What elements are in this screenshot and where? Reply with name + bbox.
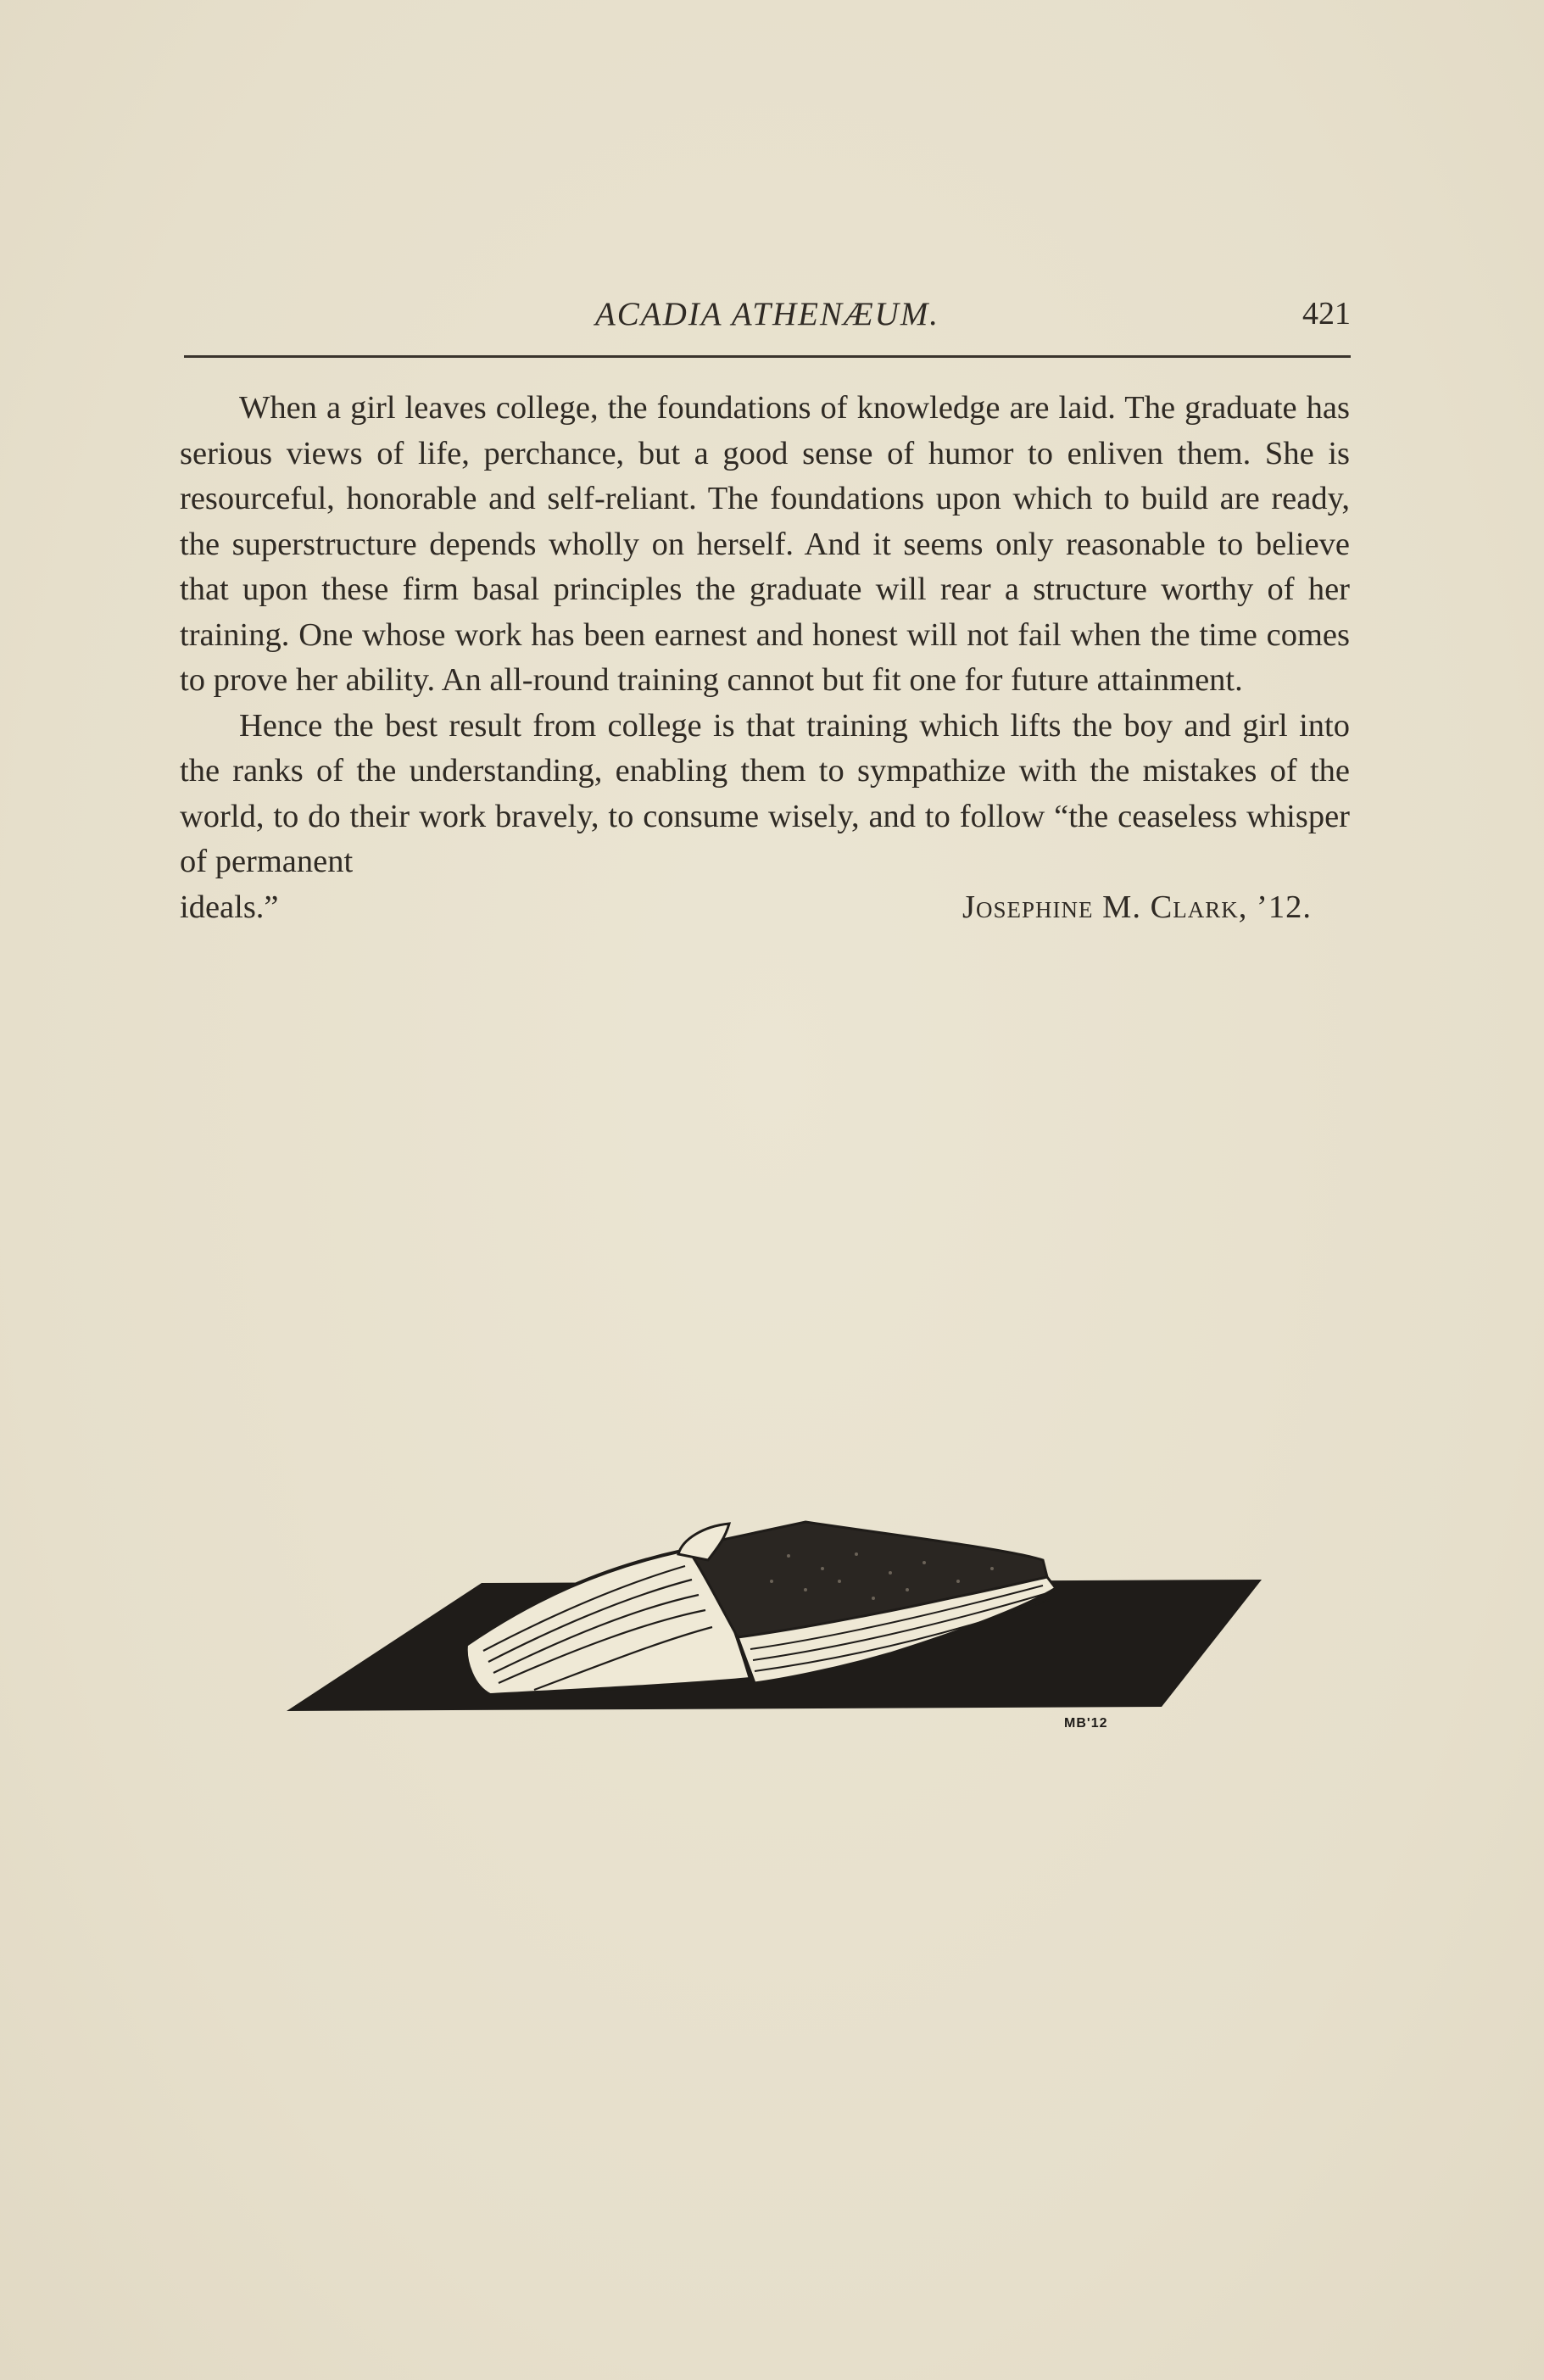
author-signature: Josephine M. Clark, ’12. bbox=[962, 889, 1312, 925]
engraver-mark: MB'12 bbox=[1064, 1716, 1108, 1731]
running-header bbox=[184, 295, 1351, 346]
paragraph-2: Hence the best result from college is that training which lifts the boy and girl into the ranks of the understanding, enabling them to sympathize with the mistakes of the world, to do their work bravely, to consume wisely, and to follow “the ceaseless whisper of permanent bbox=[180, 707, 1350, 879]
page-number: 421 bbox=[1302, 296, 1351, 332]
header-rule bbox=[184, 355, 1351, 358]
open-book-illustration bbox=[280, 1488, 1272, 1734]
article-body bbox=[180, 386, 1350, 930]
running-title: ACADIA ATHENÆUM. bbox=[594, 296, 940, 332]
closing-fragment: ideals.” bbox=[180, 889, 279, 925]
paragraph-1: When a girl leaves college, the foundations of knowledge are laid. The graduate has serious views of life, perchance, but a good sense of humor to enliven them. She is resourceful, honorable and self-reliant. The foundations upon which to build are ready, the superstructure depends wholly on herself. And it seems only reasonable to believe that upon these firm basal principles the graduate will rear a structure worthy of her training. One whose work has been earnest and honest will not fail when the time comes to prove her ability. An all-round training cannot but fit one for future attainment. bbox=[180, 390, 1350, 698]
closing-line bbox=[180, 885, 1350, 931]
